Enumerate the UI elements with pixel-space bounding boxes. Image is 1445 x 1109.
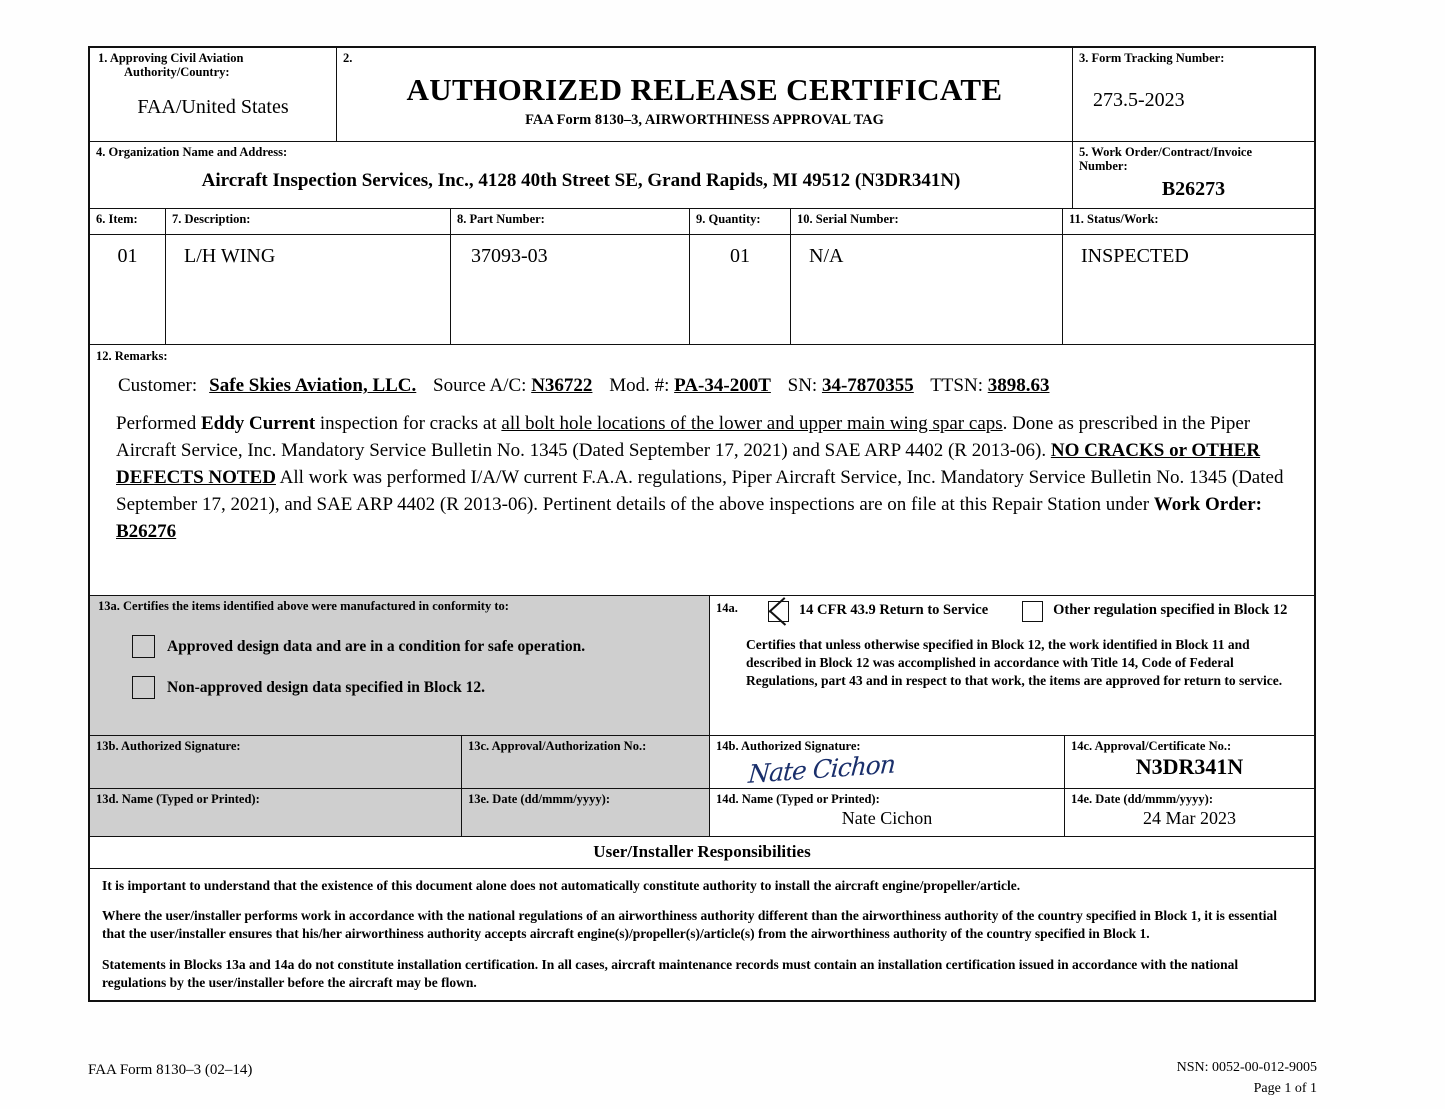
block-2-title: [337, 48, 1073, 142]
block-14c-label: 14c. Approval/Certificate No.:: [1071, 739, 1232, 753]
remarks-text-1c: inspection for cracks at: [315, 413, 502, 435]
column-header-serial-number: 10. Serial Number:: [791, 209, 1063, 235]
cell-quantity: [690, 235, 791, 345]
block-13b-signature[interactable]: [90, 736, 462, 789]
block-5-work-order: [1073, 142, 1314, 209]
cell-part-number: [451, 235, 690, 345]
cell-part-number-value: 37093-03: [471, 245, 548, 267]
block-14a-return-to-service: [710, 596, 1314, 736]
table-row: [90, 235, 1314, 345]
cell-serial-number: [791, 235, 1063, 345]
block-3-tracking-number: [1073, 48, 1314, 142]
cell-item-value: 01: [117, 245, 138, 267]
block-14d-value: Nate Cichon: [841, 808, 933, 829]
faa-form-8130-3: [88, 46, 1316, 1002]
checkbox-14cfr-43-9[interactable]: [768, 601, 789, 622]
cell-quantity-value: 01: [730, 245, 750, 267]
block-14e-date: [1065, 789, 1314, 837]
mod-label: Mod. #:: [609, 375, 670, 397]
block-4-organization: [90, 142, 1073, 209]
remarks-text-1b: Eddy Current: [200, 413, 316, 435]
footer-right: [1177, 1057, 1317, 1099]
customer-label: Customer:: [118, 375, 198, 397]
user-installer-paragraph-3: Statements in Blocks 13a and 14a do not constitute installation certification. In all cases, aircraft maintenance records must contain an installation certification issued in accordance with the national regulations by the user/installer before the aircraft may be flown.: [102, 956, 1239, 990]
remarks-text-1d: all bolt hole locations of the lower and upper main wing spar caps: [501, 413, 1003, 435]
remarks-text-1a: Performed: [116, 413, 201, 435]
block-13a-option-2[interactable]: [96, 676, 703, 699]
cell-description-value: L/H WING: [184, 245, 276, 267]
block-13d-label: 13d. Name (Typed or Printed):: [96, 792, 260, 806]
block-14a-option-1-label: 14 CFR 43.9 Return to Service: [798, 602, 989, 618]
certificate-subtitle: FAA Form 8130–3, AIRWORTHINESS APPROVAL TAG: [525, 112, 884, 129]
source-ac-label: Source A/C:: [433, 375, 527, 397]
block-3-label: 3. Form Tracking Number:: [1079, 51, 1225, 65]
block-13b-label: 13b. Authorized Signature:: [96, 739, 241, 753]
form-row-names-dates: [90, 789, 1314, 837]
block-2-number: 2.: [343, 51, 353, 65]
block-3-value: 273.5-2023: [1093, 89, 1185, 112]
block-14a-certification-text: Certifies that unless otherwise specified in Block 12, the work identified in Block 11 and described in Block 12 was accomplished in accordance with Title 14, Code of Federal Regulations, part 43 and in respect to that work, the items are approved for return to service.: [746, 637, 1283, 688]
column-header-item: 6. Item:: [90, 209, 166, 235]
column-header-status: 11. Status/Work:: [1063, 209, 1314, 235]
block-5-value: B26273: [1161, 177, 1226, 200]
cell-status: [1063, 235, 1314, 345]
block-1-number: 1.: [98, 51, 108, 65]
cell-serial-number-value: N/A: [809, 245, 844, 267]
cell-description: [166, 235, 451, 345]
block-13a-option-1-label: Approved design data and are in a condition for safe operation.: [167, 637, 586, 655]
remarks-work-order-value: B26276: [116, 521, 177, 543]
form-row-header: [90, 48, 1314, 142]
column-header-part-number: 8. Part Number:: [451, 209, 690, 235]
block-13c-label: 13c. Approval/Authorization No.:: [468, 739, 647, 753]
mod-value: PA-34-200T: [674, 375, 771, 397]
checkbox-approved-design-data[interactable]: [132, 635, 155, 658]
remarks-body: [96, 411, 1308, 546]
form-row-signatures: [90, 736, 1314, 789]
block-1-value: FAA/United States: [137, 95, 289, 118]
footer-page: Page 1 of 1: [1253, 1081, 1317, 1096]
block-1-label-text: Approving Civil Aviation: [109, 51, 244, 65]
user-installer-paragraph-1: It is important to understand that the existence of this document alone does not automatically constitute authority to install the aircraft engine/propeller/article.: [102, 878, 1021, 893]
user-installer-paragraph-2: Where the user/installer performs work in accordance with the national regulations of an airworthiness authority different than the airworthiness authority of the country specified in Block 1, it is essential that the user/installer ensures that his/her airworthiness authority accepts aircraft engine(s)/propeller(s)/article(s) from the airworthiness authority of the country specified in Block 1.: [102, 908, 1277, 942]
block-4-value: Aircraft Inspection Services, Inc., 4128 40th Street SE, Grand Rapids, MI 49512 (N3DR341N): [201, 170, 961, 192]
signature-image: Nate Cichon: [747, 749, 896, 790]
block-13a-label: 13a. Certifies the items identified above were manufactured in conformity to:: [98, 599, 509, 613]
ttsn-value: 3898.63: [987, 375, 1050, 397]
footer-form-id: FAA Form 8130–3 (02–14): [88, 1062, 253, 1078]
block-14c-value: N3DR341N: [1135, 754, 1244, 780]
form-row-certification: [90, 596, 1314, 736]
block-12-label: 12. Remarks:: [96, 349, 168, 363]
block-14c-certificate-number: [1065, 736, 1314, 789]
block-14e-value: 24 Mar 2023: [1143, 808, 1236, 829]
block-13e-date[interactable]: [462, 789, 710, 837]
block-14d-name: [710, 789, 1065, 837]
block-4-label: 4. Organization Name and Address:: [96, 145, 288, 159]
block-1-label-text2: Authority/Country:: [124, 65, 230, 80]
block-13d-name[interactable]: [90, 789, 462, 837]
checkbox-other-regulation[interactable]: [1022, 601, 1043, 622]
block-14a-option-2-label: Other regulation specified in Block 12: [1053, 602, 1288, 618]
block-1-label: [96, 51, 330, 80]
items-table-header: [90, 209, 1314, 235]
block-5-label: 5. Work Order/Contract/Invoice: [1079, 145, 1253, 159]
remarks-text-1e: . Done as prescribed in the Piper Aircraft Service, Inc. Mandatory Service Bulletin No. 1345 (Dated September 17, 2021) and SAE ARP 4402 (R 2013-06).: [116, 413, 1251, 462]
block-14d-label: 14d. Name (Typed or Printed):: [716, 792, 880, 806]
block-1-authority: [90, 48, 337, 142]
block-13a-conformity: [90, 596, 710, 736]
block-12-remarks: [90, 345, 1314, 596]
block-14e-label: 14e. Date (dd/mmm/yyyy):: [1071, 792, 1213, 806]
customer-value: Safe Skies Aviation, LLC.: [209, 375, 417, 397]
ttsn-label: TTSN:: [930, 375, 983, 397]
block-14b-signature[interactable]: [710, 736, 1065, 789]
block-14a-label: 14a.: [716, 601, 738, 615]
block-13c-approval-number[interactable]: [462, 736, 710, 789]
form-row-organization: [90, 142, 1314, 209]
user-installer-title: User/Installer Responsibilities: [90, 837, 1314, 869]
cell-item: [90, 235, 166, 345]
footer-nsn: NSN: 0052-00-012-9005: [1176, 1060, 1317, 1075]
source-ac-value: N36722: [531, 375, 593, 397]
block-13e-label: 13e. Date (dd/mmm/yyyy):: [468, 792, 610, 806]
remarks-work-order-label: Work Order:: [1153, 494, 1262, 516]
sn-value: 34-7870355: [821, 375, 914, 397]
column-header-quantity: 9. Quantity:: [690, 209, 791, 235]
certificate-title: AUTHORIZED RELEASE CERTIFICATE: [406, 72, 1003, 108]
remarks-text-2a: NO CRACKS or OTHER DEFECTS NOTED: [116, 440, 1261, 489]
sn-label: SN:: [787, 375, 818, 397]
remarks-text-2b: All work was performed I/A/W current F.A.A. regulations, Piper Aircraft Service, Inc. Mandatory Service Bulletin No. 1345 (Dated September 17, 2021), and SAE ARP 4402 (R 2013-06). Pertinent details of the above inspections are on file at this Repair Station under: [116, 467, 1284, 516]
block-14a-options: [716, 601, 1308, 622]
block-13a-option-2-label: Non-approved design data specified in Block 12.: [167, 678, 485, 696]
block-14b-label: 14b. Authorized Signature:: [716, 739, 861, 753]
remarks-summary-line: [96, 375, 1308, 397]
column-header-description: 7. Description:: [166, 209, 451, 235]
block-13a-option-1[interactable]: [96, 635, 703, 658]
checkbox-non-approved-design-data[interactable]: [132, 676, 155, 699]
cell-status-value: INSPECTED: [1081, 245, 1189, 267]
block-5-label2: Number:: [1079, 159, 1128, 174]
